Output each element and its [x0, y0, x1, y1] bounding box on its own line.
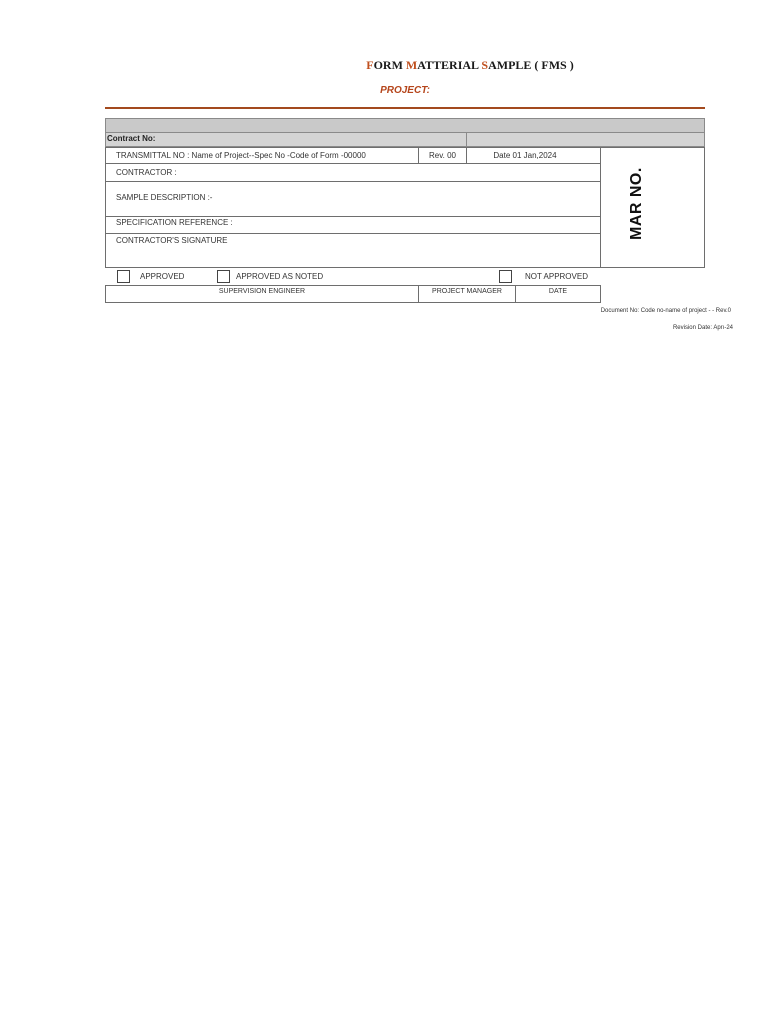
mar-no-label: MAR NO. [628, 167, 645, 240]
project-manager-label: PROJECT MANAGER [432, 288, 502, 295]
not-approved-label: NOT APPROVED [525, 272, 588, 281]
contractor-label: CONTRACTOR : [116, 168, 177, 177]
approved-as-noted-label: APPROVED AS NOTED [236, 272, 324, 281]
approved-checkbox[interactable] [117, 270, 130, 283]
title-part: AMPLE ( FMS ) [488, 58, 574, 72]
header-rule [105, 107, 705, 109]
supervision-engineer-label: SUPERVISION ENGINEER [218, 288, 306, 295]
title-part: ORM [373, 58, 406, 72]
contract-divider [466, 133, 467, 147]
date-sign-label: DATE [548, 288, 568, 295]
title-part: F [366, 58, 374, 72]
date-value: Date 01 Jan,2024 [493, 151, 557, 160]
approved-as-noted-checkbox[interactable] [217, 270, 230, 283]
specification-label: SPECIFICATION REFERENCE : [116, 218, 233, 227]
revision-date: Revision Date: Aprı-24 [672, 325, 733, 331]
header-band [105, 118, 705, 133]
title-part: M [405, 58, 418, 72]
mar-no-cell [600, 147, 705, 268]
approved-label: APPROVED [140, 272, 185, 281]
contract-label: Contract No: [107, 134, 156, 143]
project-label: PROJECT: [380, 85, 430, 96]
title-part: S [481, 58, 489, 72]
rev-value: Rev. 00 [429, 151, 456, 160]
transmittal-no: TRANSMITTAL NO : Name of Project--Spec No -Code of Form -00000 [116, 151, 366, 160]
form-title [0, 58, 768, 73]
sample-description-label: SAMPLE DESCRIPTION :- [116, 193, 213, 202]
contract-row [105, 133, 705, 147]
document-no: Document No: Code no-name of project - - Rev.0 [600, 308, 731, 314]
contractor-cell [105, 163, 601, 182]
title-part: ATTERIAL [417, 58, 482, 72]
not-approved-checkbox[interactable] [499, 270, 512, 283]
signature-label: CONTRACTOR'S SIGNATURE [116, 236, 228, 245]
